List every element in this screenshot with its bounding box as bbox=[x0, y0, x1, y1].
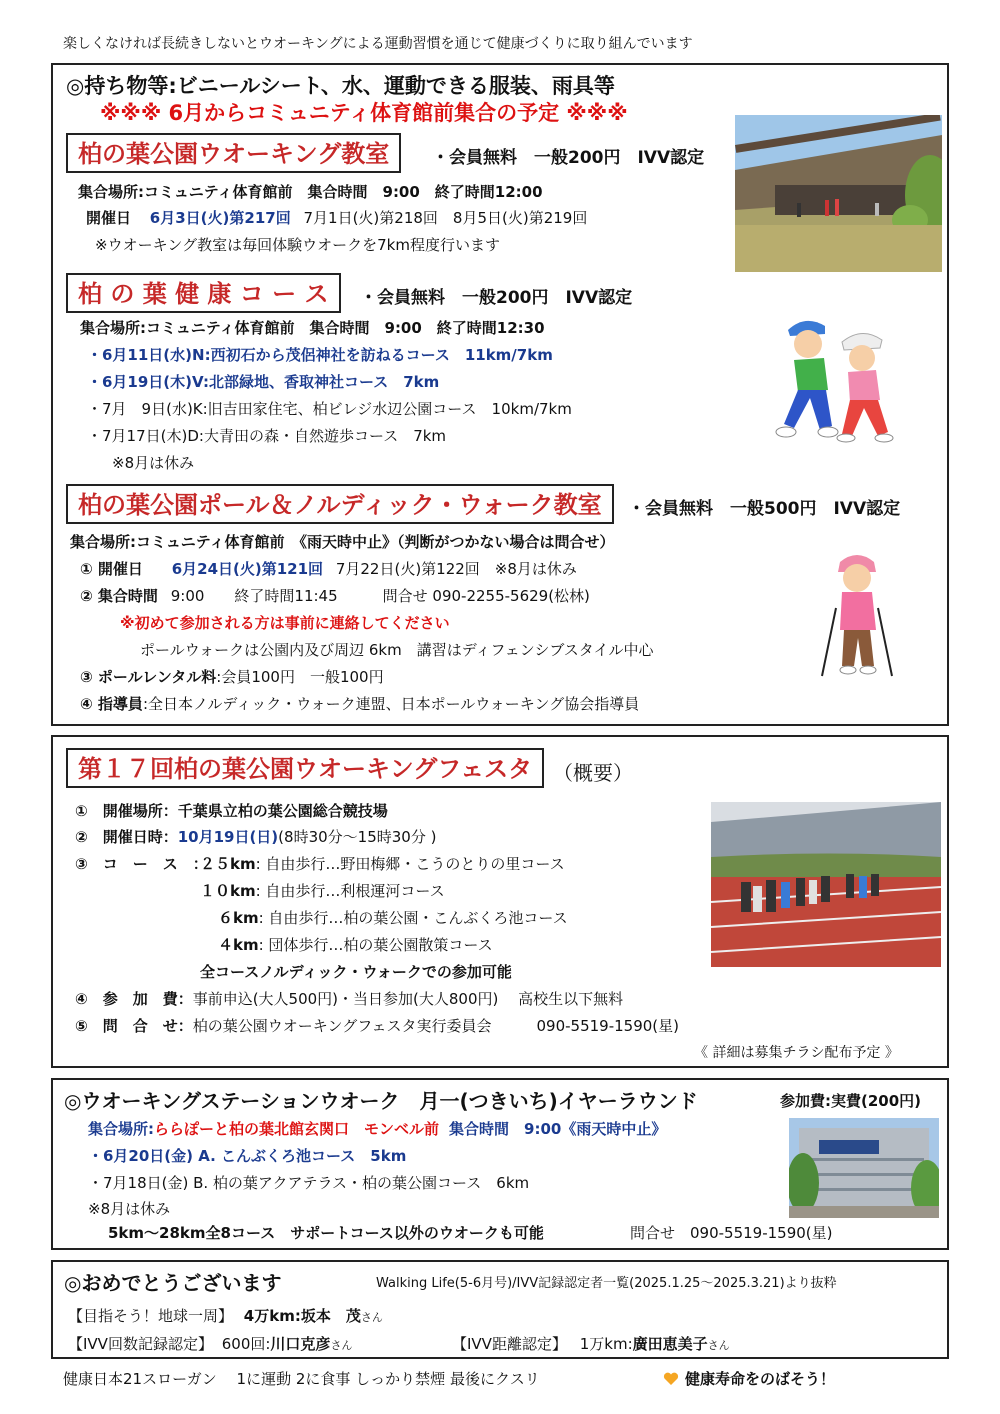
congrats-line-2-value: 600回: bbox=[221, 1335, 271, 1353]
festa-date bbox=[75, 826, 436, 847]
class2-title: 柏 の 葉 健 康 コ ー ス bbox=[66, 273, 341, 313]
class3-item-4-rest: :全日本ノルディック・ウォーク連盟、日本ポールウォーキング協会指導員 bbox=[142, 695, 640, 713]
festa-contact-label: ⑤ 問 合 せ： bbox=[75, 1017, 193, 1035]
festa-title: 第１７回柏の葉公園ウオーキングフェスタ bbox=[66, 748, 544, 788]
footer-goal: 健康寿命をのばそう！ bbox=[685, 1370, 836, 1388]
class1-fee: ・会員無料 一般200円 IVV認定 bbox=[432, 148, 705, 168]
festa-venue-label: ① 開催場所： bbox=[75, 802, 178, 820]
congrats-line-2-name: 川口克彦 bbox=[270, 1335, 331, 1353]
congrats-line-2 bbox=[68, 1333, 352, 1354]
class1-dates-highlight: 6月3日(火)第217回 bbox=[149, 209, 291, 227]
congrats-title: ◎おめでとうございます bbox=[64, 1271, 282, 1295]
class2-course-2: ・6月19日(木)V:北部緑地、香取神社コース 7km bbox=[87, 373, 440, 391]
class1-dates-label: 開催日 bbox=[86, 209, 132, 227]
gymnasium-photo bbox=[735, 115, 942, 272]
class3-fee: ・会員無料 一般500円 IVV認定 bbox=[628, 499, 901, 519]
festa-course-1-dist: ２５km bbox=[200, 855, 256, 873]
class2-course-3: ・7月 9日(水)K:旧吉田家住宅、柏ビレジ水辺公園コース 10km/7km bbox=[87, 400, 572, 418]
festa-date-label: ② 開催日時： bbox=[75, 828, 178, 846]
festa-fee-value: 事前申込(大人500円)・当日参加(大人800円) 高校生以下無料 bbox=[192, 990, 624, 1008]
festa-course-3-dist: ６km bbox=[218, 909, 259, 927]
festa-venue bbox=[75, 800, 388, 821]
class3-item-1-label: ① 開催日 bbox=[80, 560, 143, 578]
station-note: ※8月は休み bbox=[88, 1200, 171, 1218]
class3-item-4-label: ④ 指導員 bbox=[80, 695, 143, 713]
festa-fee-label: ④ 参 加 費： bbox=[75, 990, 193, 1008]
festa-details-note: 《 詳細は募集チラシ配布予定 》 bbox=[694, 1045, 899, 1061]
footer-slogan: 健康日本21スローガン 1に運動 2に食事 しっかり禁煙 最後にクスリ bbox=[63, 1370, 540, 1388]
class3-item-2-label: ② 集合時間 bbox=[80, 587, 158, 605]
header-line: 楽しくなければ長続きしないとウオーキングによる運動習慣を通じて健康づくりに取り組んでいます bbox=[63, 36, 693, 52]
footer-goal-line bbox=[663, 1368, 835, 1389]
station-course-2: ・7月18日(金) B. 柏の葉アクアテラス・柏の葉公園コース 6km bbox=[88, 1174, 530, 1192]
class3-meeting: 集合場所:コミュニティ体育館前 《雨天時中止》（判断がつかない場合は問合せ） bbox=[70, 533, 615, 551]
class2-fee: ・会員無料 一般200円 IVV認定 bbox=[360, 288, 633, 308]
class3-title: 柏の葉公園ポール＆ノルディック・ウォーク教室 bbox=[66, 484, 614, 524]
class3-item-1-rest: 7月22日(火)第122回 ※8月は休み bbox=[335, 560, 577, 578]
nordic-walker-illustration bbox=[812, 548, 902, 683]
class3-item-1-highlight: 6月24日(火)第121回 bbox=[171, 560, 324, 578]
class3-first-time-note: ※初めて参加される方は事前に連絡してください bbox=[120, 614, 450, 632]
congrats-line-1-label: 【目指そう！地球一周】 bbox=[68, 1307, 234, 1325]
station-meeting-place: ららぽーと柏の葉北館玄関口 モンベル前 bbox=[154, 1120, 440, 1138]
station-contact: 問合せ 090-5519-1590(星) bbox=[630, 1224, 833, 1242]
festa-course-4 bbox=[218, 934, 493, 955]
class3-item-3-rest: :会員100円 一般100円 bbox=[216, 668, 384, 686]
class2-meeting: 集合場所:コミュニティ体育館前 集合時間 9:00 終了時間12:30 bbox=[80, 319, 545, 337]
heart-icon bbox=[663, 1372, 679, 1386]
class1-title: 柏の葉公園ウオーキング教室 bbox=[66, 133, 401, 173]
class2-course-1: ・6月11日(水)N:西初石から茂侶神社を訪ねるコース 11km/7km bbox=[87, 346, 553, 364]
station-title: ◎ウオーキングステーションウオーク 月一(つきいち)イヤーラウンド bbox=[64, 1089, 698, 1113]
festa-time: (8時30分～15時30分 ) bbox=[278, 828, 437, 846]
festa-course-1 bbox=[200, 853, 565, 874]
congrats-line-3-name: 廣田恵美子 bbox=[632, 1335, 708, 1353]
congrats-line-3-suffix: さん bbox=[707, 1339, 730, 1352]
station-meeting-label: 集合場所: bbox=[88, 1120, 154, 1138]
walking-couple-illustration bbox=[770, 312, 910, 447]
class3-item-4 bbox=[80, 693, 639, 714]
class3-pole-note: ポールウォークは公園内及び周辺 6km 講習はディフェンシブスタイル中心 bbox=[140, 641, 654, 659]
stadium-photo bbox=[711, 802, 941, 967]
class1-meeting: 集合場所:コミュニティ体育館前 集合時間 9:00 終了時間12:00 bbox=[78, 183, 543, 201]
class1-dates-rest: 7月1日(火)第218回 8月5日(火)第219回 bbox=[303, 209, 588, 227]
class3-item-2 bbox=[80, 585, 590, 606]
class3-item-3-label: ③ ポールレンタル料 bbox=[80, 668, 217, 686]
station-meeting bbox=[88, 1118, 666, 1139]
station-course-1: ・6月20日(金) A. こんぶくろ池コース 5km bbox=[88, 1147, 407, 1165]
festa-course-4-dist: ４km bbox=[218, 936, 259, 954]
class2-note: ※8月は休み bbox=[112, 454, 195, 472]
festa-course-1-text: : 自由歩行…野田梅郷・こうのとりの里コース bbox=[255, 855, 565, 873]
festa-course-3-text: : 自由歩行…柏の葉公園・こんぶくろ池コース bbox=[258, 909, 568, 927]
class1-dates bbox=[86, 207, 587, 228]
festa-course-2-dist: １０km bbox=[200, 882, 256, 900]
congrats-line-1 bbox=[68, 1305, 383, 1326]
congrats-line-3-label: 【IVV距離認定】 bbox=[452, 1335, 567, 1353]
festa-fee bbox=[75, 988, 623, 1009]
congrats-line-1-name: 坂本 茂 bbox=[300, 1307, 361, 1325]
festa-contact-value: 柏の葉公園ウオーキングフェスタ実行委員会 090-5519-1590(星) bbox=[192, 1017, 680, 1035]
congrats-line-3 bbox=[452, 1333, 730, 1354]
venue-change-notice: ※※※ 6月からコミュニティ体育館前集合の予定 ※※※ bbox=[100, 101, 628, 125]
festa-course-label: ③ コ ー ス ： bbox=[75, 855, 208, 873]
belongings-line: ◎持ち物等:ビニールシート、水、運動できる服装、雨具等 bbox=[66, 74, 615, 98]
class2-course-4: ・7月17日(木)D:大青田の森・自然遊歩コース 7km bbox=[87, 427, 447, 445]
congrats-line-3-value: 1万km: bbox=[579, 1335, 633, 1353]
congrats-line-2-suffix: さん bbox=[330, 1339, 353, 1352]
congrats-line-1-suffix: さん bbox=[360, 1311, 383, 1324]
festa-course-2 bbox=[200, 880, 445, 901]
class3-item-2-rest: 9:00 終了時間11:45 問合せ 090-2255-5629(松林) bbox=[170, 587, 590, 605]
festa-contact bbox=[75, 1015, 679, 1036]
festa-subtitle: （概要） bbox=[553, 761, 633, 785]
congrats-line-1-value: 4万km: bbox=[243, 1307, 301, 1325]
festa-date-value: 10月19日(日) bbox=[177, 828, 279, 846]
class3-item-3 bbox=[80, 666, 384, 687]
station-meeting-time: 集合時間 9:00《雨天時中止》 bbox=[449, 1120, 667, 1138]
festa-venue-value: 千葉県立柏の葉公園総合競技場 bbox=[177, 802, 388, 820]
station-fee: 参加費:実費(200円) bbox=[780, 1092, 922, 1110]
station-summary: 5km～28km全8コース サポートコース以外のウオークも可能 bbox=[108, 1224, 544, 1242]
festa-course-3 bbox=[218, 907, 568, 928]
class3-item-1 bbox=[80, 558, 577, 579]
class1-note: ※ウオーキング教室は毎回体験ウオークを7km程度行います bbox=[95, 236, 500, 254]
festa-course-2-text: : 自由歩行…利根運河コース bbox=[255, 882, 445, 900]
congrats-source: Walking Life(5-6月号)/IVV記録認定者一覧(2025.1.25～2025.3.21)より抜粋 bbox=[376, 1276, 837, 1291]
congrats-line-2-label: 【IVV回数記録認定】 bbox=[68, 1335, 213, 1353]
festa-nordic-note: 全コースノルディック・ウォークでの参加可能 bbox=[200, 963, 512, 981]
shopping-mall-photo bbox=[789, 1118, 939, 1218]
festa-course-4-text: : 団体歩行…柏の葉公園散策コース bbox=[258, 936, 493, 954]
